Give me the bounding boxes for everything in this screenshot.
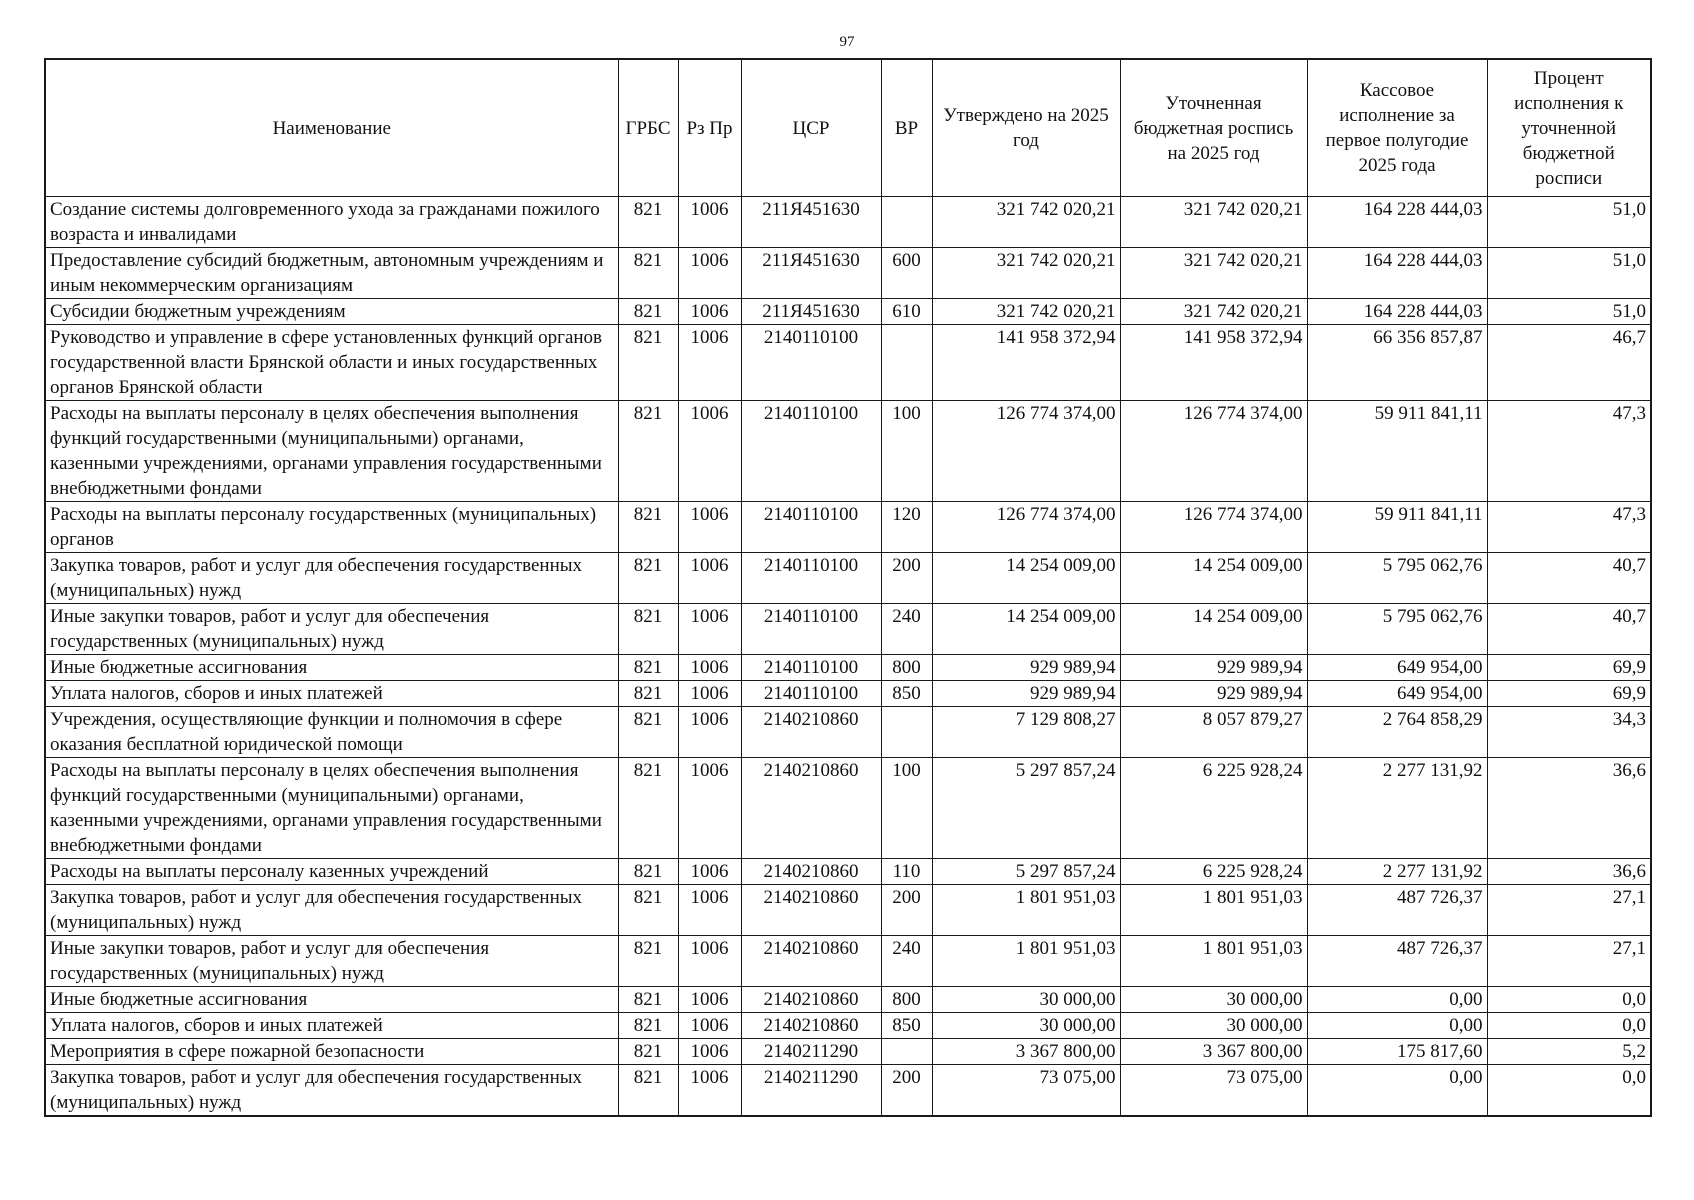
table-row: [45, 987, 1651, 1013]
table-body: [45, 197, 1651, 1117]
cell-vr: 240: [881, 604, 932, 655]
cell-csr: 2140110100: [741, 681, 881, 707]
cell-cash: 5 795 062,76: [1307, 553, 1487, 604]
cell-grbs: 821: [618, 248, 678, 299]
cell-percent: 51,0: [1487, 299, 1651, 325]
cell-rzpr: 1006: [678, 987, 741, 1013]
header-row: [45, 59, 1651, 197]
cell-percent: 51,0: [1487, 197, 1651, 248]
cell-vr: 850: [881, 1013, 932, 1039]
cell-approved: 14 254 009,00: [932, 604, 1120, 655]
cell-rzpr: 1006: [678, 885, 741, 936]
cell-csr: 2140110100: [741, 502, 881, 553]
cell-cash: 487 726,37: [1307, 936, 1487, 987]
cell-refined: 6 225 928,24: [1120, 758, 1307, 859]
cell-cash: 0,00: [1307, 987, 1487, 1013]
cell-rzpr: 1006: [678, 859, 741, 885]
cell-percent: 27,1: [1487, 885, 1651, 936]
cell-vr: 200: [881, 885, 932, 936]
cell-rzpr: 1006: [678, 197, 741, 248]
cell-name: Иные закупки товаров, работ и услуг для обеспечения государственных (муниципальных) нужд: [45, 936, 618, 987]
cell-csr: 2140110100: [741, 553, 881, 604]
cell-vr: [881, 707, 932, 758]
cell-name: Учреждения, осуществляющие функции и полномочия в сфере оказания бесплатной юридической помощи: [45, 707, 618, 758]
cell-csr: 2140210860: [741, 885, 881, 936]
cell-grbs: 821: [618, 401, 678, 502]
cell-rzpr: 1006: [678, 248, 741, 299]
cell-name: Расходы на выплаты персоналу в целях обеспечения выполнения функций государственными (муниципальными) органами, казенными учреждениями, органами управления государственными внебюджетными фондами: [45, 758, 618, 859]
budget-table: [44, 58, 1652, 1117]
cell-grbs: 821: [618, 325, 678, 401]
cell-vr: 100: [881, 401, 932, 502]
table-row: [45, 936, 1651, 987]
cell-percent: 40,7: [1487, 604, 1651, 655]
table-row: [45, 707, 1651, 758]
cell-approved: 5 297 857,24: [932, 758, 1120, 859]
table-row: [45, 681, 1651, 707]
cell-csr: 211Я451630: [741, 248, 881, 299]
cell-csr: 2140110100: [741, 325, 881, 401]
cell-percent: 40,7: [1487, 553, 1651, 604]
cell-refined: 73 075,00: [1120, 1065, 1307, 1117]
table-row: [45, 859, 1651, 885]
cell-refined: 126 774 374,00: [1120, 502, 1307, 553]
col-header-grbs: ГРБС: [618, 59, 678, 197]
cell-grbs: 821: [618, 502, 678, 553]
cell-approved: 1 801 951,03: [932, 936, 1120, 987]
cell-csr: 2140210860: [741, 936, 881, 987]
table-row: [45, 885, 1651, 936]
cell-refined: 30 000,00: [1120, 1013, 1307, 1039]
cell-grbs: 821: [618, 707, 678, 758]
cell-refined: 126 774 374,00: [1120, 401, 1307, 502]
cell-cash: 175 817,60: [1307, 1039, 1487, 1065]
cell-approved: 321 742 020,21: [932, 197, 1120, 248]
cell-cash: 5 795 062,76: [1307, 604, 1487, 655]
cell-csr: 211Я451630: [741, 299, 881, 325]
cell-name: Уплата налогов, сборов и иных платежей: [45, 1013, 618, 1039]
cell-cash: 2 277 131,92: [1307, 758, 1487, 859]
cell-rzpr: 1006: [678, 604, 741, 655]
cell-cash: 0,00: [1307, 1065, 1487, 1117]
cell-name: Иные закупки товаров, работ и услуг для обеспечения государственных (муниципальных) нужд: [45, 604, 618, 655]
cell-vr: 200: [881, 553, 932, 604]
cell-cash: 649 954,00: [1307, 681, 1487, 707]
cell-grbs: 821: [618, 1039, 678, 1065]
cell-name: Субсидии бюджетным учреждениям: [45, 299, 618, 325]
cell-csr: 2140210860: [741, 758, 881, 859]
table-row: [45, 401, 1651, 502]
cell-percent: 69,9: [1487, 655, 1651, 681]
cell-csr: 2140210860: [741, 859, 881, 885]
col-header-percent: Процент исполнения к уточненной бюджетной росписи: [1487, 59, 1651, 197]
cell-approved: 5 297 857,24: [932, 859, 1120, 885]
cell-vr: 800: [881, 987, 932, 1013]
cell-name: Создание системы долговременного ухода за гражданами пожилого возраста и инвалидами: [45, 197, 618, 248]
cell-percent: 36,6: [1487, 758, 1651, 859]
cell-name: Мероприятия в сфере пожарной безопасности: [45, 1039, 618, 1065]
cell-refined: 6 225 928,24: [1120, 859, 1307, 885]
cell-grbs: 821: [618, 299, 678, 325]
cell-cash: 59 911 841,11: [1307, 401, 1487, 502]
cell-percent: 46,7: [1487, 325, 1651, 401]
cell-percent: 47,3: [1487, 502, 1651, 553]
cell-refined: 8 057 879,27: [1120, 707, 1307, 758]
cell-vr: 200: [881, 1065, 932, 1117]
cell-name: Расходы на выплаты персоналу в целях обеспечения выполнения функций государственными (муниципальными) органами, казенными учреждениями, органами управления государственными внебюджетными фондами: [45, 401, 618, 502]
cell-grbs: 821: [618, 936, 678, 987]
cell-refined: 321 742 020,21: [1120, 197, 1307, 248]
cell-approved: 7 129 808,27: [932, 707, 1120, 758]
table-row: [45, 604, 1651, 655]
cell-percent: 36,6: [1487, 859, 1651, 885]
cell-vr: [881, 1039, 932, 1065]
cell-csr: 2140211290: [741, 1039, 881, 1065]
cell-approved: 321 742 020,21: [932, 248, 1120, 299]
cell-refined: 1 801 951,03: [1120, 885, 1307, 936]
cell-approved: 14 254 009,00: [932, 553, 1120, 604]
cell-csr: 2140110100: [741, 655, 881, 681]
cell-cash: 164 228 444,03: [1307, 197, 1487, 248]
cell-rzpr: 1006: [678, 758, 741, 859]
cell-refined: 1 801 951,03: [1120, 936, 1307, 987]
cell-percent: 47,3: [1487, 401, 1651, 502]
cell-rzpr: 1006: [678, 401, 741, 502]
cell-percent: 0,0: [1487, 987, 1651, 1013]
cell-csr: 2140210860: [741, 987, 881, 1013]
cell-vr: 850: [881, 681, 932, 707]
cell-cash: 487 726,37: [1307, 885, 1487, 936]
cell-grbs: 821: [618, 681, 678, 707]
cell-cash: 66 356 857,87: [1307, 325, 1487, 401]
cell-grbs: 821: [618, 604, 678, 655]
cell-rzpr: 1006: [678, 936, 741, 987]
table-row: [45, 553, 1651, 604]
cell-approved: 30 000,00: [932, 1013, 1120, 1039]
cell-name: Иные бюджетные ассигнования: [45, 655, 618, 681]
cell-grbs: 821: [618, 758, 678, 859]
cell-grbs: 821: [618, 987, 678, 1013]
cell-cash: 649 954,00: [1307, 655, 1487, 681]
table-row: [45, 197, 1651, 248]
cell-approved: 126 774 374,00: [932, 502, 1120, 553]
cell-refined: 14 254 009,00: [1120, 553, 1307, 604]
cell-rzpr: 1006: [678, 1039, 741, 1065]
col-header-refined: Уточненная бюджетная роспись на 2025 год: [1120, 59, 1307, 197]
table-row: [45, 655, 1651, 681]
col-header-approved: Утверждено на 2025 год: [932, 59, 1120, 197]
cell-rzpr: 1006: [678, 681, 741, 707]
cell-rzpr: 1006: [678, 655, 741, 681]
cell-name: Иные бюджетные ассигнования: [45, 987, 618, 1013]
table-row: [45, 299, 1651, 325]
cell-cash: 59 911 841,11: [1307, 502, 1487, 553]
cell-vr: [881, 325, 932, 401]
cell-name: Предоставление субсидий бюджетным, автономным учреждениям и иным некоммерческим организациям: [45, 248, 618, 299]
cell-vr: 100: [881, 758, 932, 859]
cell-name: Расходы на выплаты персоналу государственных (муниципальных) органов: [45, 502, 618, 553]
cell-rzpr: 1006: [678, 325, 741, 401]
cell-approved: 929 989,94: [932, 655, 1120, 681]
cell-refined: 3 367 800,00: [1120, 1039, 1307, 1065]
cell-percent: 51,0: [1487, 248, 1651, 299]
table-row: [45, 248, 1651, 299]
cell-refined: 141 958 372,94: [1120, 325, 1307, 401]
cell-percent: 34,3: [1487, 707, 1651, 758]
cell-grbs: 821: [618, 885, 678, 936]
cell-cash: 164 228 444,03: [1307, 248, 1487, 299]
cell-refined: 30 000,00: [1120, 987, 1307, 1013]
cell-approved: 73 075,00: [932, 1065, 1120, 1117]
cell-cash: 2 764 858,29: [1307, 707, 1487, 758]
cell-cash: 2 277 131,92: [1307, 859, 1487, 885]
col-header-cash: Кассовое исполнение за первое полугодие 2025 года: [1307, 59, 1487, 197]
page-number: 97: [839, 34, 855, 50]
cell-percent: 5,2: [1487, 1039, 1651, 1065]
cell-vr: 600: [881, 248, 932, 299]
cell-refined: 929 989,94: [1120, 655, 1307, 681]
cell-name: Закупка товаров, работ и услуг для обеспечения государственных (муниципальных) нужд: [45, 885, 618, 936]
cell-approved: 321 742 020,21: [932, 299, 1120, 325]
table-row: [45, 1065, 1651, 1117]
cell-refined: 14 254 009,00: [1120, 604, 1307, 655]
cell-name: Расходы на выплаты персоналу казенных учреждений: [45, 859, 618, 885]
cell-percent: 27,1: [1487, 936, 1651, 987]
cell-csr: 2140211290: [741, 1065, 881, 1117]
cell-approved: 3 367 800,00: [932, 1039, 1120, 1065]
col-header-name: Наименование: [45, 59, 618, 197]
cell-percent: 0,0: [1487, 1013, 1651, 1039]
col-header-csr: ЦСР: [741, 59, 881, 197]
cell-approved: 30 000,00: [932, 987, 1120, 1013]
cell-name: Уплата налогов, сборов и иных платежей: [45, 681, 618, 707]
cell-grbs: 821: [618, 1065, 678, 1117]
cell-name: Закупка товаров, работ и услуг для обеспечения государственных (муниципальных) нужд: [45, 553, 618, 604]
cell-vr: 610: [881, 299, 932, 325]
cell-vr: [881, 197, 932, 248]
cell-refined: 321 742 020,21: [1120, 248, 1307, 299]
cell-approved: 141 958 372,94: [932, 325, 1120, 401]
cell-grbs: 821: [618, 1013, 678, 1039]
cell-grbs: 821: [618, 553, 678, 604]
table-row: [45, 1013, 1651, 1039]
cell-csr: 2140110100: [741, 604, 881, 655]
cell-vr: 800: [881, 655, 932, 681]
cell-vr: 110: [881, 859, 932, 885]
col-header-rzpr: Рз Пр: [678, 59, 741, 197]
cell-grbs: 821: [618, 655, 678, 681]
cell-refined: 929 989,94: [1120, 681, 1307, 707]
cell-csr: 2140210860: [741, 1013, 881, 1039]
cell-rzpr: 1006: [678, 707, 741, 758]
cell-name: Руководство и управление в сфере установленных функций органов государственной власти Брянской области и иных государственных органов Брянской области: [45, 325, 618, 401]
table-row: [45, 1039, 1651, 1065]
cell-cash: 164 228 444,03: [1307, 299, 1487, 325]
cell-refined: 321 742 020,21: [1120, 299, 1307, 325]
table-row: [45, 502, 1651, 553]
cell-percent: 0,0: [1487, 1065, 1651, 1117]
cell-rzpr: 1006: [678, 553, 741, 604]
cell-approved: 1 801 951,03: [932, 885, 1120, 936]
cell-grbs: 821: [618, 197, 678, 248]
cell-rzpr: 1006: [678, 299, 741, 325]
cell-rzpr: 1006: [678, 502, 741, 553]
cell-approved: 929 989,94: [932, 681, 1120, 707]
cell-rzpr: 1006: [678, 1065, 741, 1117]
table-row: [45, 325, 1651, 401]
col-header-vr: ВР: [881, 59, 932, 197]
cell-csr: 2140110100: [741, 401, 881, 502]
cell-cash: 0,00: [1307, 1013, 1487, 1039]
cell-rzpr: 1006: [678, 1013, 741, 1039]
cell-vr: 240: [881, 936, 932, 987]
cell-csr: 211Я451630: [741, 197, 881, 248]
cell-vr: 120: [881, 502, 932, 553]
table-row: [45, 758, 1651, 859]
cell-percent: 69,9: [1487, 681, 1651, 707]
cell-csr: 2140210860: [741, 707, 881, 758]
cell-grbs: 821: [618, 859, 678, 885]
cell-name: Закупка товаров, работ и услуг для обеспечения государственных (муниципальных) нужд: [45, 1065, 618, 1117]
cell-approved: 126 774 374,00: [932, 401, 1120, 502]
